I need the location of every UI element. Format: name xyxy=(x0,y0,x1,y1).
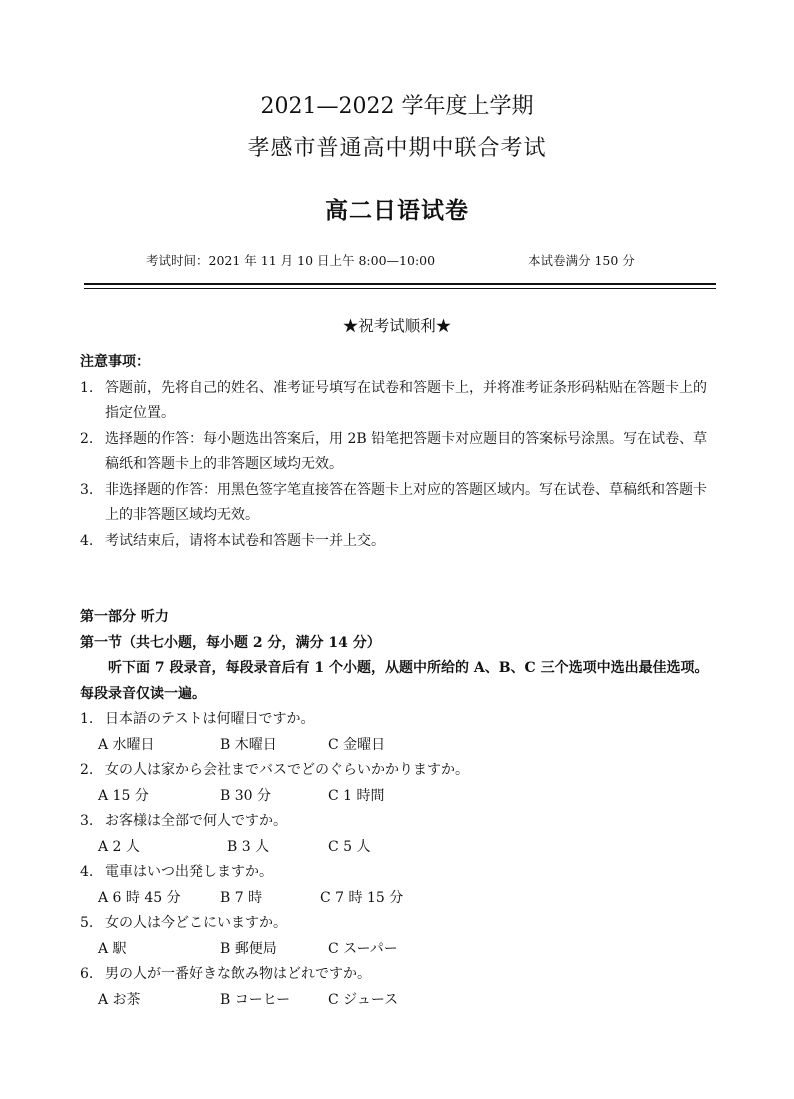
header-rule-thin xyxy=(84,288,716,289)
question-number: 1. xyxy=(80,711,94,727)
option-a: A お茶 xyxy=(98,991,141,1008)
question-item xyxy=(80,860,720,886)
option-a: A 2 人 xyxy=(98,838,140,855)
option-b: B 7 時 xyxy=(220,889,263,906)
note-text: 答题前，先将自己的姓名、准考证号填写在试卷和答题卡上，并将准考证条形码粘贴在答题卡上的指定位置。 xyxy=(105,379,707,421)
option-c: C ジュース xyxy=(328,991,399,1008)
note-item xyxy=(80,478,720,529)
exam-body xyxy=(80,350,720,1013)
good-luck-banner: ★祝考试顺利★ xyxy=(342,317,452,335)
exam-time: 考试时间：2021 年 11 月 10 日上午 8:00—10:00 xyxy=(146,253,436,268)
header-year-line: 2021—2022 学年度上学期 xyxy=(260,94,534,119)
option-b: B 木曜日 xyxy=(220,736,277,753)
question-options xyxy=(80,733,720,759)
option-c: C 7 時 15 分 xyxy=(320,889,404,906)
option-c: C 5 人 xyxy=(328,838,371,855)
option-c: C 金曜日 xyxy=(328,736,386,753)
option-a: A 駅 xyxy=(98,940,127,957)
question-text: 男の人が一番好きな飲み物はどれですか。 xyxy=(105,966,371,982)
question-item xyxy=(80,962,720,988)
option-b: B コーヒー xyxy=(220,991,291,1008)
question-text: 女の人は家から会社までバスでどのぐらいかかりますか。 xyxy=(105,762,469,778)
spacer xyxy=(80,554,720,605)
question-number: 6. xyxy=(80,966,94,982)
option-c: C 1 時間 xyxy=(328,787,385,804)
question-text: 日本語のテストは何曜日ですか。 xyxy=(105,711,315,727)
question-text: 女の人は今どこにいますか。 xyxy=(105,915,287,931)
part-title: 第一部分 听力 xyxy=(80,609,169,625)
question-number: 4. xyxy=(80,864,94,880)
option-a: A 6 時 45 分 xyxy=(98,889,181,906)
note-item xyxy=(80,427,720,478)
header-exam-name: 孝感市普通高中期中联合考试 xyxy=(247,136,547,161)
question-options xyxy=(80,784,720,810)
note-number: 4. xyxy=(80,532,94,549)
option-c: C スーパー xyxy=(328,940,398,957)
header-rule-thick xyxy=(84,283,716,285)
question-number: 2. xyxy=(80,762,94,778)
note-item xyxy=(80,376,720,427)
option-b: B 3 人 xyxy=(227,838,270,855)
note-number: 3. xyxy=(80,481,94,498)
option-b: B 30 分 xyxy=(220,787,272,804)
option-b: B 郵便局 xyxy=(220,940,277,957)
question-item xyxy=(80,809,720,835)
notes-heading: 注意事项： xyxy=(80,354,150,370)
question-options xyxy=(80,886,720,912)
question-number: 3. xyxy=(80,813,94,829)
option-a: A 水曜日 xyxy=(98,736,155,753)
paper-title: 高二日语试卷 xyxy=(325,197,469,224)
full-score: 本试卷满分 150 分 xyxy=(528,253,635,268)
note-text: 选择题的作答：每小题选出答案后，用 2B 铅笔把答题卡对应题目的答案标号涂黑。写在试卷、草稿纸和答题卡上的非答题区域均无效。 xyxy=(105,430,708,472)
note-number: 2. xyxy=(80,430,94,447)
question-item xyxy=(80,707,720,733)
question-options xyxy=(80,937,720,963)
note-text: 考试结束后，请将本试卷和答题卡一并上交。 xyxy=(105,532,385,549)
question-options xyxy=(80,835,720,861)
note-item xyxy=(80,529,720,555)
question-text: お客様は全部で何人ですか。 xyxy=(105,813,287,829)
question-item xyxy=(80,911,720,937)
question-options xyxy=(80,988,720,1014)
question-item xyxy=(80,758,720,784)
note-text: 非选择题的作答：用黑色签字笔直接答在答题卡上对应的答题区域内。写在试卷、草稿纸和答题卡上的非答题区域均无效。 xyxy=(105,481,707,523)
section-instructions: 听下面 7 段录音，每段录音后有 1 个小题，从题中所给的 A、B、C 三个选项中选出最佳选项。每段录音仅读一遍。 xyxy=(80,660,709,702)
question-text: 電車はいつ出発しますか。 xyxy=(105,864,273,880)
section-title: 第一节（共七小题，每小题 2 分，满分 14 分） xyxy=(80,634,381,651)
note-number: 1. xyxy=(80,379,94,396)
option-a: A 15 分 xyxy=(98,787,149,804)
question-number: 5. xyxy=(80,915,94,931)
